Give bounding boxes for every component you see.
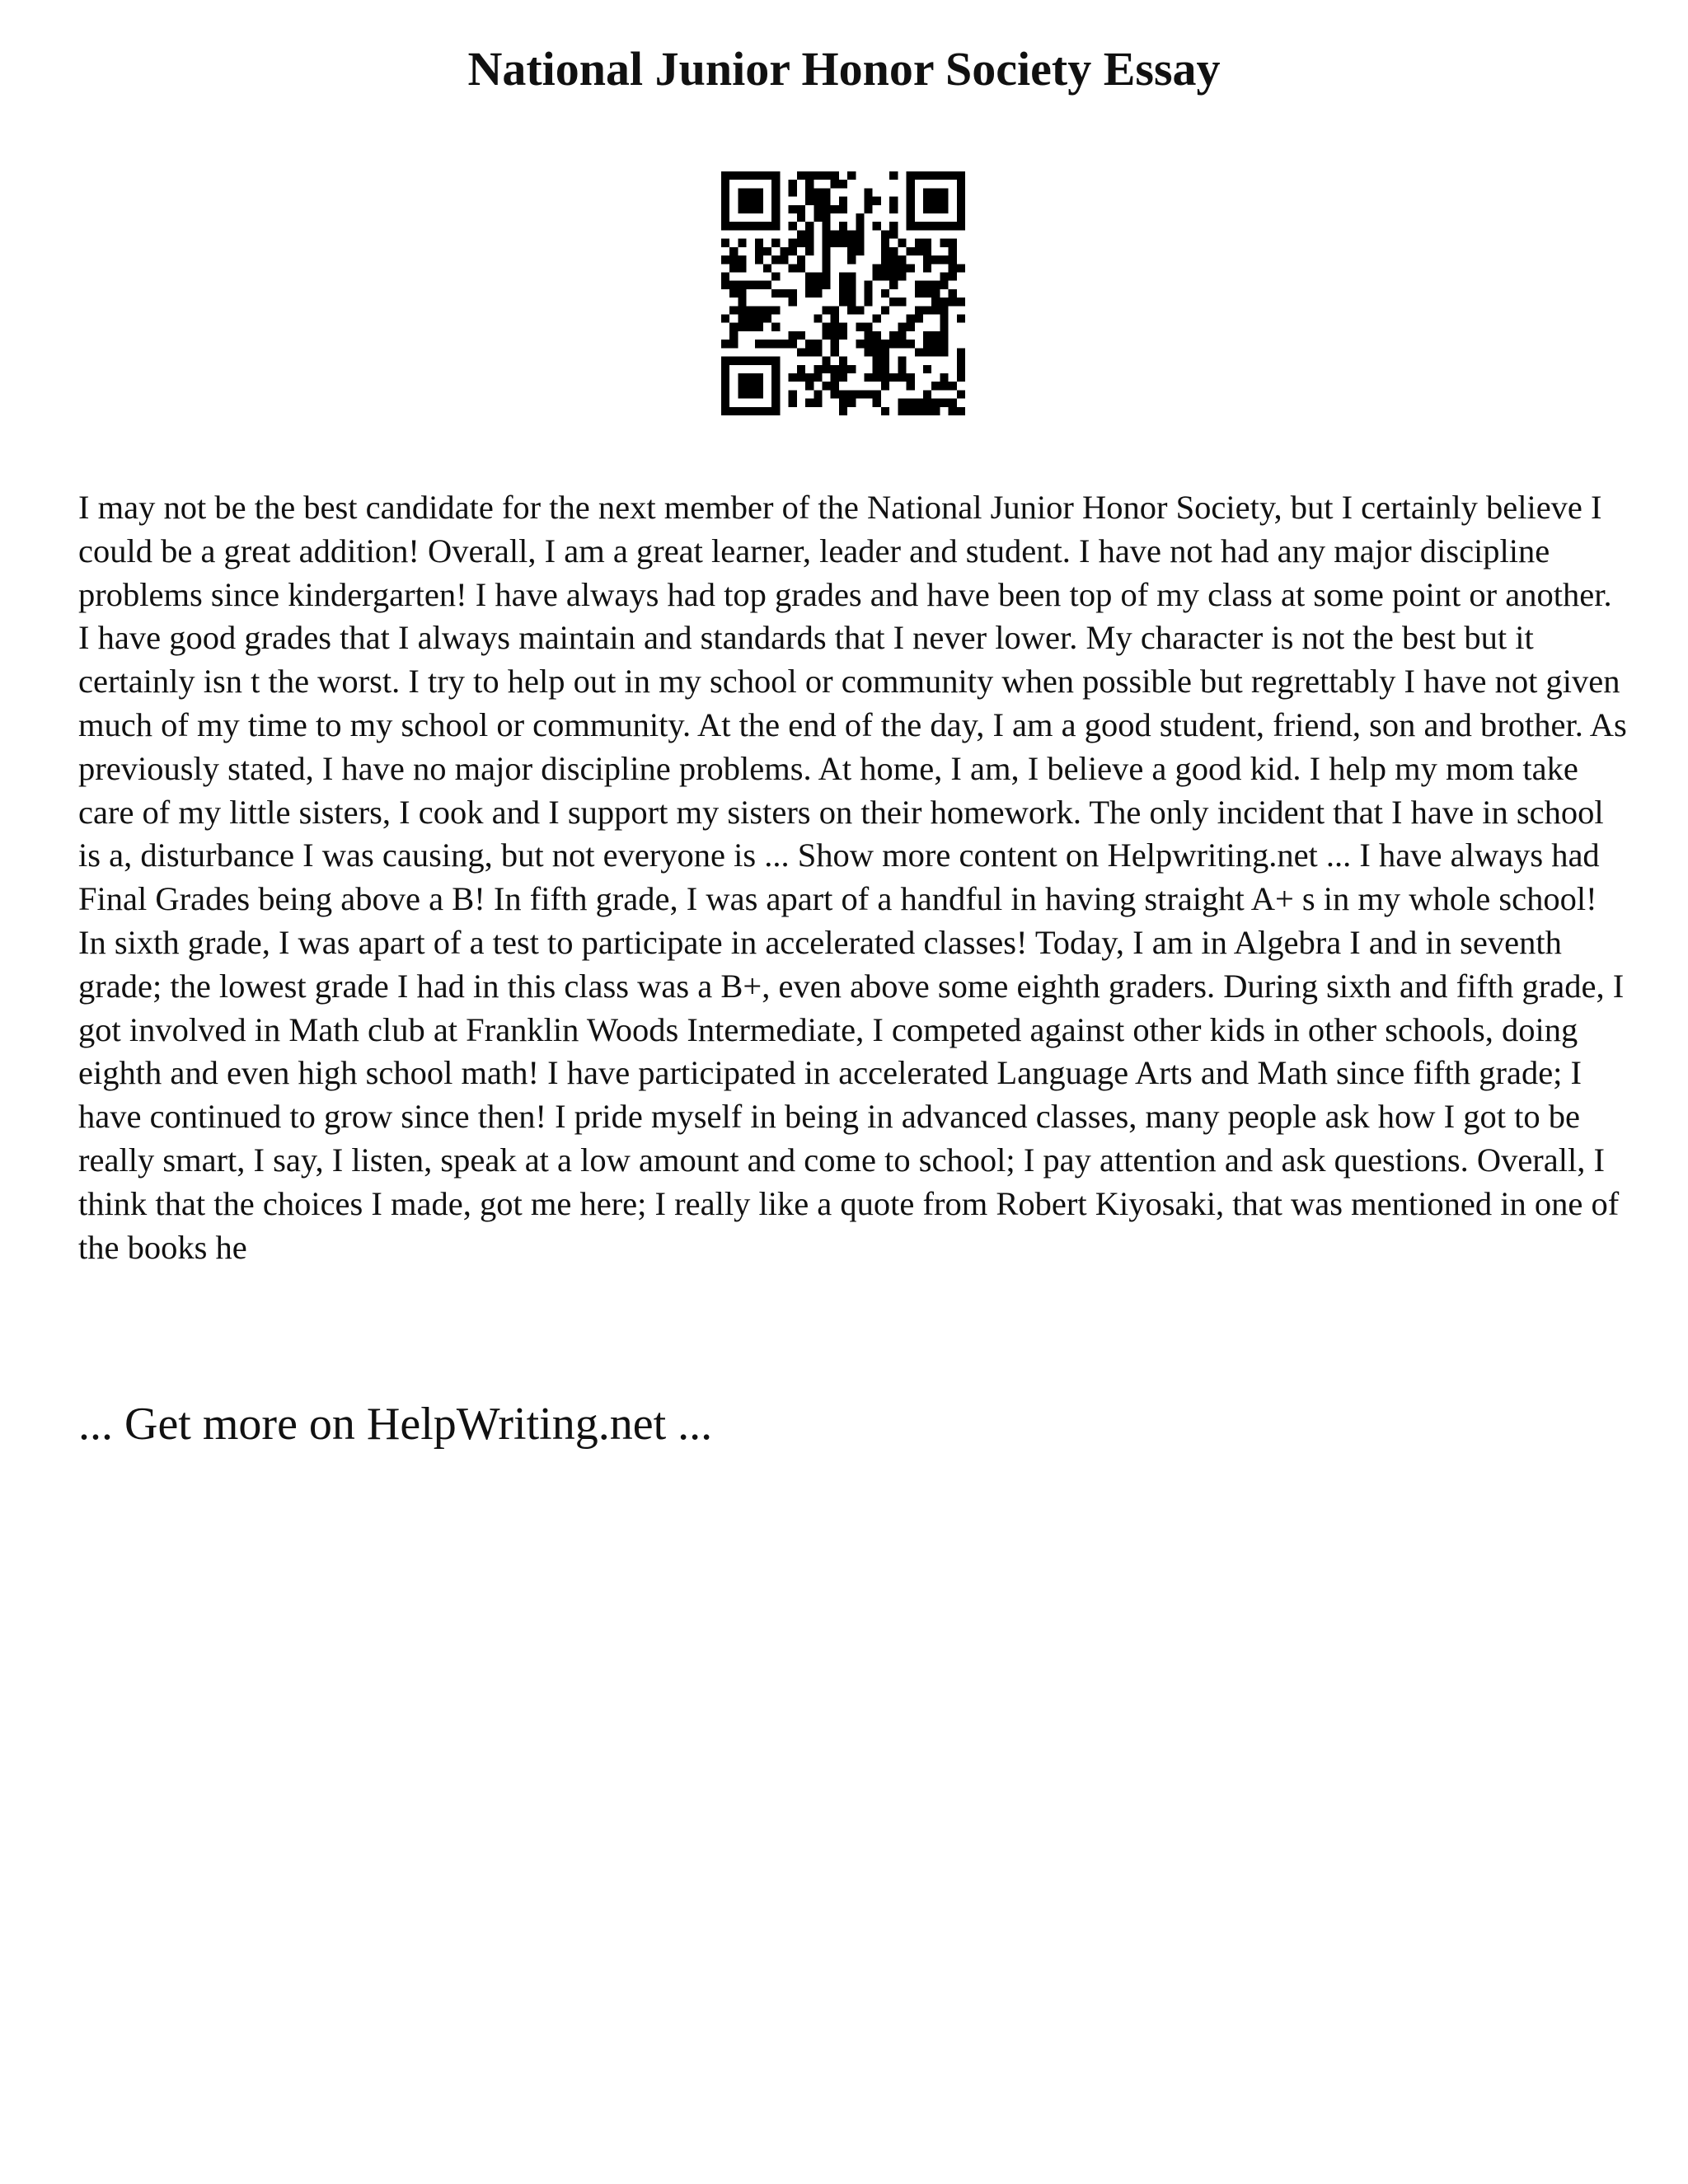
- qr-code-icon: [721, 171, 965, 415]
- document-title: National Junior Honor Society Essay: [467, 42, 1221, 96]
- essay-body: I may not be the best candidate for the next member of the National Junior Honor Society, but I certainly believe I could be a great addition! Overall, I am a great learner, leader and student. I have not had any major discipline problems since kindergarten! I have always had top grades and have been top of my class at some point or another. I have good grades that I always maintain and standards that I never lower. My character is not the best but it certainly isn t the worst. I try to help out in my school or community when possible but regrettably I have not given much of my time to my school or community. At the end of the day, I am a good student, friend, son and brother. As previously stated, I have no major discipline problems. At home, I am, I believe a good kid. I help my mom take care of my little sisters, I cook and I support my sisters on their homework. The only incident that I have in school is a, disturbance I was causing, but not everyone is ... Show more content on Helpwriting.net ... I have always had Final Grades being above a B! In fifth grade, I was apart of a handful in having straight A+ s in my whole school! In sixth grade, I was apart of a test to participate in accelerated classes! Today, I am in Algebra I and in seventh grade; the lowest grade I had in this class was a B+, even above some eighth graders. During sixth and fifth grade, I got involved in Math club at Franklin Woods Intermediate, I competed against other kids in other schools, doing eighth and even high school math! I have participated in accelerated Language Arts and Math since fifth grade; I have continued to grow since then! I pride myself in being in advanced classes, many people ask how I got to be really smart, I say, I listen, speak at a low amount and come to school; I pay attention and ask questions. Overall, I think that the choices I made, got me here; I really like a quote from Robert Kiyosaki, that was mentioned in one of the books he: [78, 489, 1627, 1266]
- get-more-link[interactable]: ... Get more on HelpWriting.net ...: [78, 1399, 713, 1450]
